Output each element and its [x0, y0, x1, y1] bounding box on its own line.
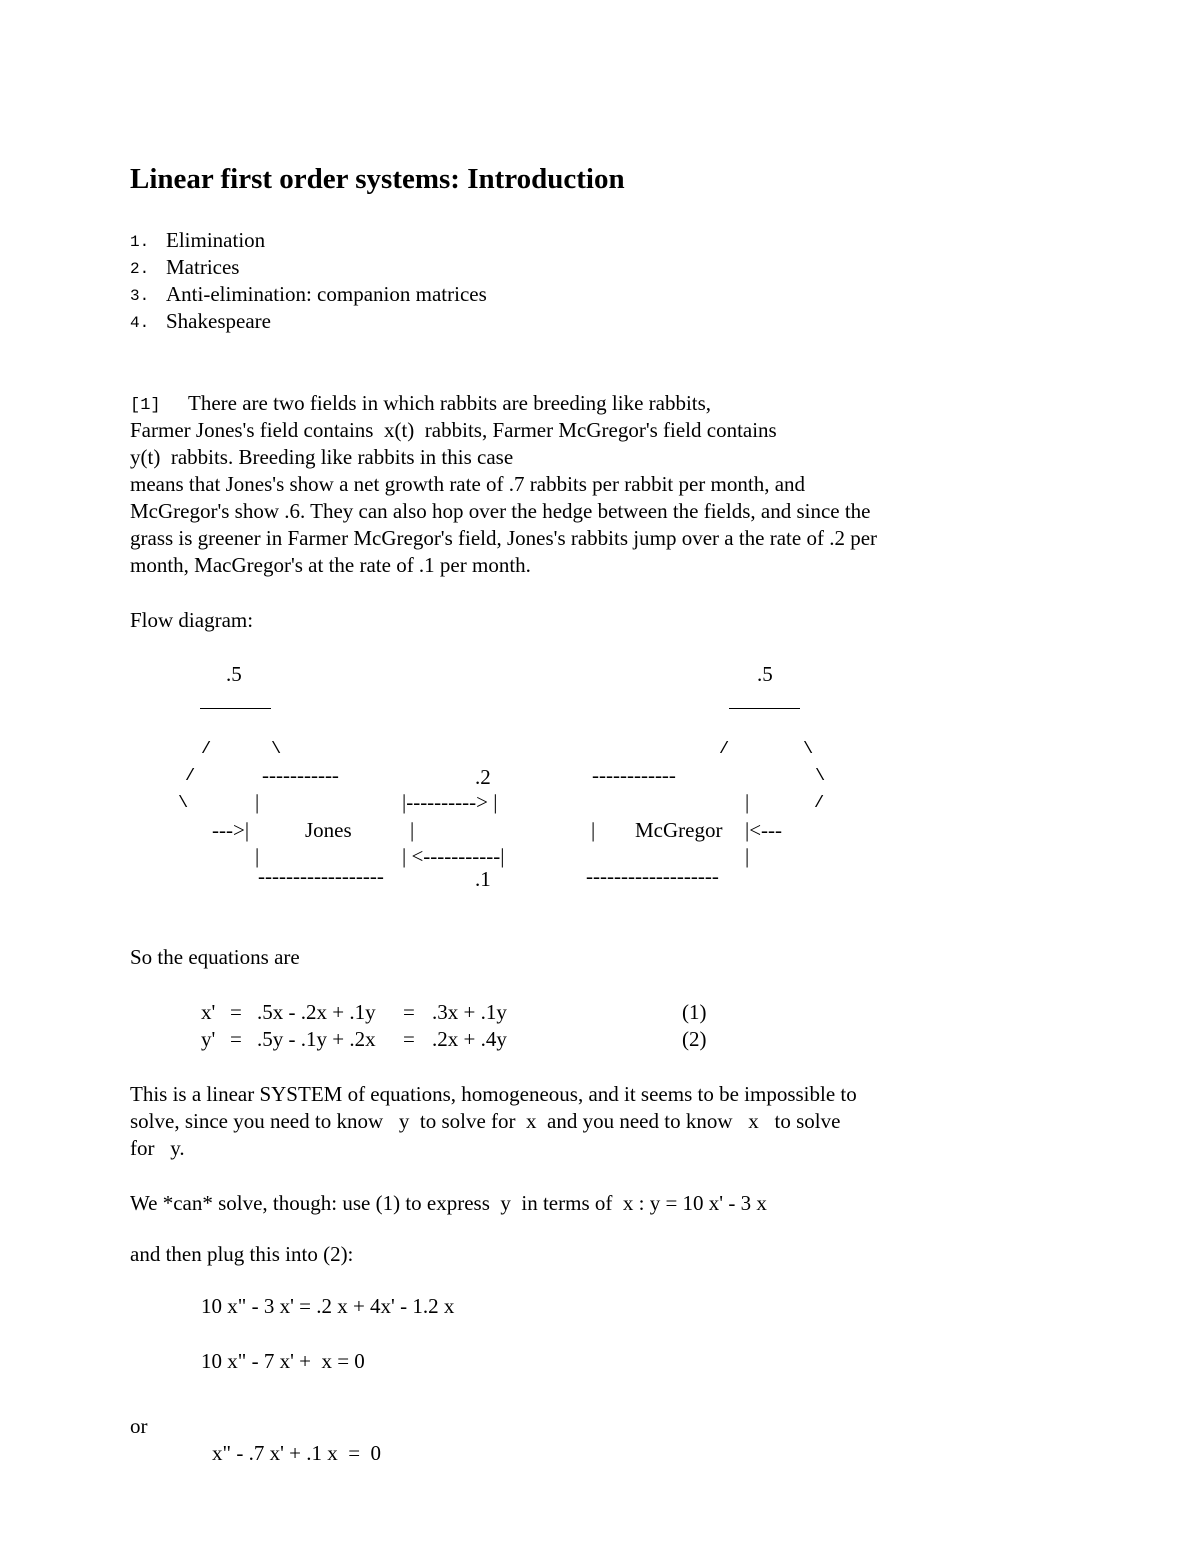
derived-equation: 10 x" - 7 x' + x = 0	[201, 1349, 365, 1373]
equation-lhs: y'	[201, 1027, 216, 1051]
equations-intro: So the equations are	[130, 945, 300, 969]
jones-box-top: -----------	[262, 763, 339, 787]
paragraph-line: Farmer Jones's field contains x(t) rabbits, Farmer McGregor's field contains	[130, 418, 777, 442]
jones-box-side: |	[255, 844, 260, 868]
equation-rhs: .2x + .4y	[432, 1027, 507, 1051]
paragraph-line: for y.	[130, 1136, 185, 1160]
equation-middle: .5x - .2x + .1y	[257, 1000, 376, 1024]
mcgregor-box-side: |	[591, 818, 596, 842]
equation-equals: =	[230, 1027, 242, 1051]
jones-loop-char: \	[178, 794, 189, 813]
mcgregor-loop-char: \	[803, 740, 814, 759]
jones-loop-char: /	[201, 740, 212, 759]
toc-item-shakespeare: Shakespeare	[166, 309, 271, 333]
toc-number: 1.	[130, 233, 150, 251]
equation-middle: .5y - .1y + .2x	[257, 1027, 376, 1051]
transfer-rate-jones-to-mcgregor: .2	[475, 765, 491, 789]
jones-box-side: |	[255, 790, 260, 814]
plug-line: and then plug this into (2):	[130, 1242, 354, 1266]
page-title: Linear first order systems: Introduction	[130, 163, 625, 195]
section-tag: [1]	[130, 396, 161, 415]
toc-item-anti-elimination: Anti-elimination: companion matrices	[166, 282, 487, 306]
mcgregor-box-side: |	[745, 844, 750, 868]
system-paragraph	[130, 1081, 1030, 1162]
mcgregor-box-bottom: -------------------	[586, 864, 719, 888]
mcgregor-box-label: McGregor	[635, 818, 723, 842]
paragraph-line: McGregor's show .6. They can also hop over the hedge between the fields, and since the	[130, 499, 871, 523]
jones-loop-arrow: --->|	[212, 818, 250, 842]
equation-equals: =	[403, 1027, 415, 1051]
toc-number: 3.	[130, 287, 150, 305]
section-first-line: There are two fields in which rabbits are breeding like rabbits,	[188, 391, 712, 415]
paragraph-line: grass is greener in Farmer McGregor's field, Jones's rabbits jump over a the rate of .2 per	[130, 526, 878, 550]
solve-line: We *can* solve, though: use (1) to express y in terms of x : y = 10 x' - 3 x	[130, 1191, 767, 1215]
mcgregor-loop-char: \	[815, 767, 826, 786]
derived-equation: 10 x" - 3 x' = .2 x + 4x' - 1.2 x	[201, 1294, 455, 1318]
jones-box-bottom: ------------------	[258, 864, 384, 888]
toc-number: 2.	[130, 260, 150, 278]
or-word: or	[130, 1414, 148, 1438]
paragraph-line: means that Jones's show a net growth rate of .7 rabbits per rabbit per month, and	[130, 472, 806, 496]
jones-loop-char: \	[271, 740, 282, 759]
mcgregor-box-side: |	[745, 790, 750, 814]
paragraph-line: month, MacGregor's at the rate of .1 per month.	[130, 553, 531, 577]
flow-diagram-label: Flow diagram:	[130, 608, 254, 632]
equation-equals: =	[230, 1000, 242, 1024]
section-paragraph	[130, 417, 1030, 579]
paragraph-line: solve, since you need to know y to solve for x and you need to know x to solve	[130, 1109, 841, 1133]
equation-equals: =	[403, 1000, 415, 1024]
equation-number: (1)	[682, 1000, 707, 1024]
transfer-rate-mcgregor-to-jones: .1	[475, 867, 491, 891]
equation-lhs: x'	[201, 1000, 216, 1024]
jones-loop-char: /	[185, 767, 196, 786]
toc-number: 4.	[130, 314, 150, 332]
mcgregor-loop-arrow: |<---	[745, 818, 783, 842]
equation-rhs: .3x + .1y	[432, 1000, 507, 1024]
jones-box-side: |	[410, 818, 415, 842]
jones-loop-top	[200, 708, 271, 709]
toc-item-matrices: Matrices	[166, 255, 240, 279]
toc-item-elimination: Elimination	[166, 228, 266, 252]
paragraph-line: This is a linear SYSTEM of equations, homogeneous, and it seems to be impossible to	[130, 1082, 857, 1106]
mcgregor-box-top: ------------	[592, 763, 676, 787]
mcgregor-loop-char: /	[814, 794, 825, 813]
paragraph-line: y(t) rabbits. Breeding like rabbits in this case	[130, 445, 514, 469]
equation-number: (2)	[682, 1027, 707, 1051]
jones-growth-rate: .5	[226, 662, 242, 686]
transfer-arrow-left: | <-----------|	[402, 844, 505, 868]
jones-box-label: Jones	[305, 818, 352, 842]
transfer-arrow-right: |----------> |	[402, 790, 498, 814]
final-equation: x" - .7 x' + .1 x = 0	[212, 1441, 382, 1465]
mcgregor-growth-rate: .5	[757, 662, 773, 686]
mcgregor-loop-top	[729, 708, 800, 709]
mcgregor-loop-char: /	[719, 740, 730, 759]
